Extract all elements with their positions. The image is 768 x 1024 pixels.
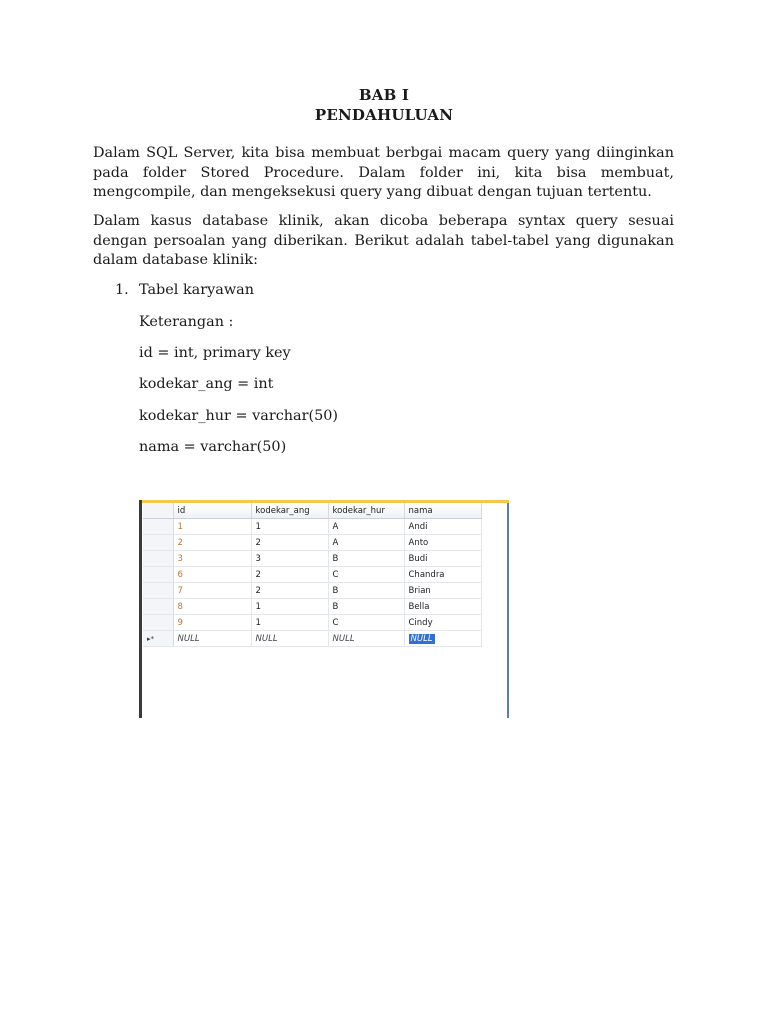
cell-kodekar-ang[interactable]: 2 [251,583,328,599]
keterangan-label: Keterangan : [139,314,234,330]
database-paragraph: Dalam kasus database klinik, akan dicoba beberapa syntax query sesuai dengan persoalan yang diberikan. Berikut adalah tabel-tabel yang digunakan dalam database klinik: [93,213,674,268]
list-number: 1. [115,282,129,298]
column-header-nama[interactable]: nama [404,503,481,519]
cell-kodekar-ang[interactable]: 1 [251,599,328,615]
cell-id[interactable]: 2 [173,535,251,551]
field-definition: kodekar_hur = varchar(50) [139,408,339,424]
table-row[interactable] [143,519,481,535]
table-row[interactable] [143,583,481,599]
cell-kodekar-ang[interactable]: 1 [251,519,328,535]
table-row[interactable] [143,551,481,567]
cell-nama[interactable]: Chandra [404,567,481,583]
cell-kodekar-ang[interactable]: 1 [251,615,328,631]
table-row[interactable] [143,567,481,583]
row-selector[interactable] [143,535,173,551]
chapter-number: BAB I [358,86,410,104]
cell-id[interactable]: 6 [173,567,251,583]
cell-kodekar-hur[interactable]: A [328,535,404,551]
cell-kodekar-hur[interactable]: B [328,599,404,615]
cell-id[interactable]: 3 [173,551,251,567]
chapter-title: PENDAHULUAN [314,106,454,124]
field-definition: nama = varchar(50) [139,439,287,455]
table-screenshot [139,500,509,718]
list-item-title: Tabel karyawan [139,282,255,298]
row-selector[interactable] [143,551,173,567]
row-selector[interactable] [143,583,173,599]
cell-id-null[interactable]: NULL [173,631,251,647]
row-selector[interactable] [143,567,173,583]
cell-kodekar-ang[interactable]: 2 [251,567,328,583]
cell-kodekar-hur-null[interactable]: NULL [328,631,404,647]
results-grid [143,503,482,647]
cell-kodekar-ang[interactable]: 2 [251,535,328,551]
cell-nama[interactable]: Cindy [404,615,481,631]
field-definition: kodekar_ang = int [139,376,274,392]
selected-null-value[interactable]: NULL [410,633,433,644]
cell-nama[interactable]: Brian [404,583,481,599]
column-header-id[interactable]: id [173,503,251,519]
grid-header-row [143,503,481,519]
intro-paragraph: Dalam SQL Server, kita bisa membuat berbgai macam query yang diinginkan pada folder Stored Procedure. Dalam folder ini, kita bisa membuat, mengcompile, dan mengeksekusi query yang dibuat dengan tujuan tertentu. [93,145,674,200]
row-selector[interactable] [143,615,173,631]
cell-kodekar-hur[interactable]: B [328,583,404,599]
row-header-corner[interactable] [143,503,173,519]
cell-kodekar-hur[interactable]: B [328,551,404,567]
row-selector[interactable] [143,599,173,615]
cell-id[interactable]: 9 [173,615,251,631]
cell-kodekar-hur[interactable]: C [328,615,404,631]
cell-nama-null-selected[interactable] [404,631,481,647]
cell-kodekar-ang-null[interactable]: NULL [251,631,328,647]
window-scrollbar-edge [507,503,509,718]
cell-id[interactable]: 8 [173,599,251,615]
cell-kodekar-hur[interactable]: A [328,519,404,535]
cell-nama[interactable]: Budi [404,551,481,567]
table-row[interactable] [143,599,481,615]
table-row[interactable] [143,615,481,631]
cell-id[interactable]: 1 [173,519,251,535]
row-selector[interactable] [143,519,173,535]
cell-nama[interactable]: Anto [404,535,481,551]
cell-nama[interactable]: Andi [404,519,481,535]
field-definition: id = int, primary key [139,345,291,361]
new-row[interactable] [143,631,481,647]
new-row-marker-icon[interactable]: ▸* [143,631,173,647]
column-header-kodekar-ang[interactable]: kodekar_ang [251,503,328,519]
cell-nama[interactable]: Bella [404,599,481,615]
table-row[interactable] [143,535,481,551]
cell-kodekar-hur[interactable]: C [328,567,404,583]
column-header-kodekar-hur[interactable]: kodekar_hur [328,503,404,519]
cell-id[interactable]: 7 [173,583,251,599]
window-left-edge [139,500,142,718]
cell-kodekar-ang[interactable]: 3 [251,551,328,567]
